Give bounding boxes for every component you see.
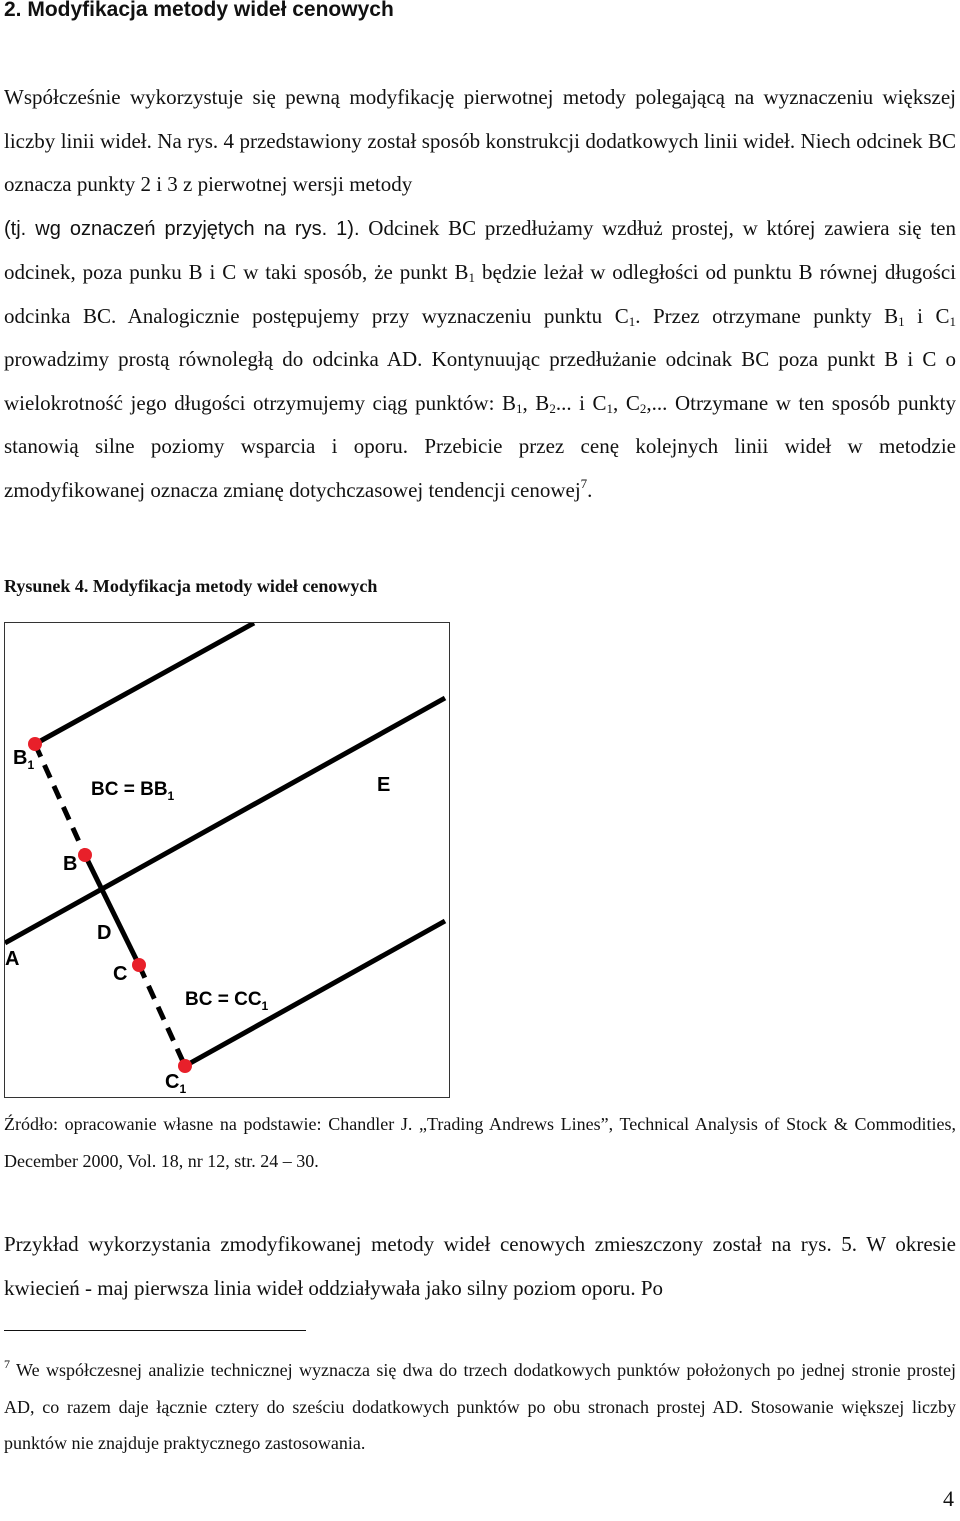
- paragraph-text: , C: [613, 390, 640, 415]
- footnote: [4, 1352, 956, 1462]
- subscript: 1: [606, 400, 614, 416]
- point-c1: [178, 1059, 192, 1073]
- diagram-svg: [5, 623, 449, 1097]
- footnote-number: 7: [4, 1357, 10, 1371]
- subscript: 2: [639, 400, 647, 416]
- paragraph-body-1: [4, 76, 956, 512]
- footnote-separator: [4, 1330, 306, 1331]
- label-a: A: [5, 948, 20, 970]
- figure-caption: Rysunek 4. Modyfikacja metody wideł cenowych: [4, 576, 378, 596]
- paragraph-text: i C: [904, 303, 950, 328]
- paragraph-text: Współcześnie wykorzystuje się pewną modyfikację pierwotnej metody polegającą na wyznaczeniu większej liczby linii wideł. Na rys. 4 przedstawiony został sposób konstrukcji dodatkowych linii wideł. Niech odcinek BC oznacza punkty 2 i 3 z pierwotnej wersji metody: [4, 85, 956, 196]
- point-c: [132, 958, 146, 972]
- paragraph-text-sans: (tj. wg oznaczeń przyjętych na rys. 1).: [4, 217, 360, 240]
- figure-4-pitchfork-diagram: [4, 622, 450, 1098]
- extension-b-b1: [35, 744, 85, 855]
- label-bc-bb1: BC = $BB_1$: [91, 779, 175, 803]
- point-b: [78, 848, 92, 862]
- label-c: C: [113, 963, 128, 985]
- paragraph-text: ... i C: [555, 390, 607, 415]
- footnote-text: We współczesnej analizie technicznej wyznacza się dwa do trzech dodatkowych punktów położonych po jednej stronie prostej AD, co razem daje łącznie cztery do sześciu dodatkowych punktów po obu stronach prostej AD. Stosowanie większej liczby punktów nie znajduje praktycznego zastosowania.: [4, 1360, 956, 1453]
- figure-source: Źródło: opracowanie własne na podstawie: Chandler J. „Trading Andrews Lines”, Technical Analysis of Stock & Commodities, December 2000, Vol. 18, nr 12, str. 24 – 30.: [4, 1114, 956, 1171]
- paragraph-body-2: Przykład wykorzystania zmodyfikowanej metody wideł cenowych zmieszczony został na rys. 5. W okresie kwiecień - maj pierwsza linia wideł oddziaływała jako silny poziom oporu. Po: [4, 1232, 956, 1300]
- label-b1: $B_1$: [13, 747, 35, 772]
- extension-c-c1: [139, 965, 185, 1066]
- subscript: 1: [628, 313, 636, 329]
- paragraph-text: .: [587, 477, 593, 502]
- subscript: 1: [515, 400, 523, 416]
- subscript: 1: [468, 270, 476, 285]
- paragraph-text: będzie leżał w odległości od punktu B równej długości odcinka BC. Analogicznie postępujemy przy wyznaczeniu punktu C: [4, 260, 957, 328]
- point-b1: [28, 737, 42, 751]
- label-e: E: [377, 774, 391, 796]
- paragraph-text: . Przez otrzymane punkty B: [635, 303, 899, 328]
- section-heading: 2. Modyfikacja metody wideł cenowych: [4, 0, 394, 21]
- label-c1: $C_1$: [165, 1071, 187, 1096]
- paragraph-text: Odcinek BC przedłużamy wzdłuż prostej, w której zawiera się ten odcinek, poza punku B i C w taki sposób, że punkt B: [4, 215, 956, 284]
- paragraph-text: , B: [522, 390, 550, 415]
- subscript: 1: [949, 313, 956, 329]
- subscript: 1: [898, 313, 905, 329]
- line-ad-ae: [5, 698, 445, 943]
- page-number: 4: [943, 1486, 954, 1511]
- label-d: D: [97, 922, 112, 944]
- paragraph-text: prowadzimy prostą równoległą do odcinka AD. Kontynuując przedłużanie odcinak BC poza punkt B i C o wielokrotność jego długości otrzymujemy ciąg punktów: B: [4, 347, 956, 415]
- footnote-reference[interactable]: 7: [580, 475, 588, 491]
- paragraph-text: ,... Otrzymane w ten sposób punkty stanowią silne poziomy wsparcia i oporu. Przebicie przez cenę kolejnych linii wideł w metodzie zmodyfikowanej oznacza zmianę dotychczasowej tendencji cenowej: [4, 390, 956, 502]
- subscript: 2: [549, 400, 556, 416]
- label-bc-cc1: BC = $CC_1$: [185, 989, 269, 1013]
- line-through-b1: [35, 623, 254, 744]
- label-b: B: [63, 853, 78, 875]
